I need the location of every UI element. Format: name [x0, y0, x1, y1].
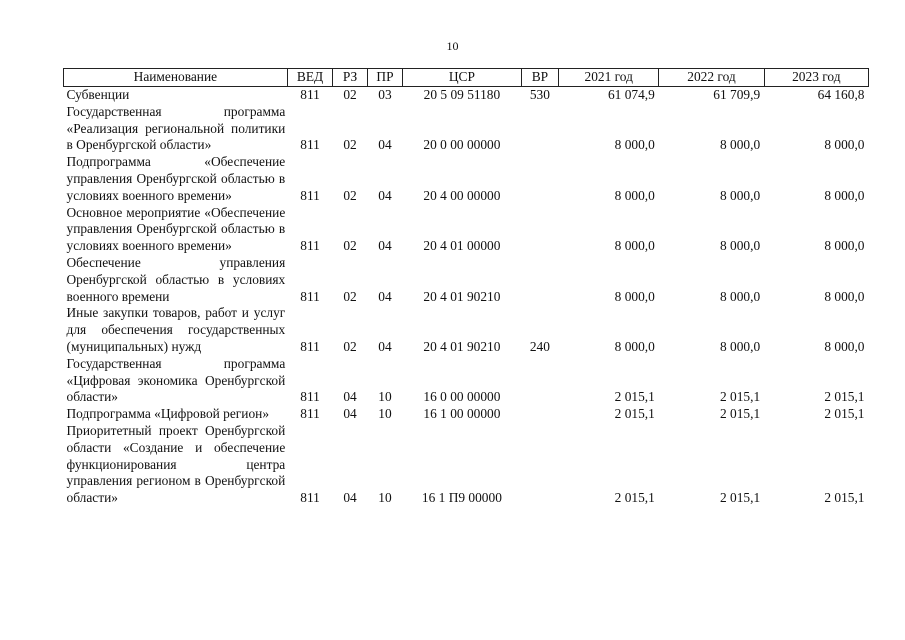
- table-header-row: [64, 69, 869, 87]
- row-pr: 04: [378, 338, 392, 354]
- row-csr: 16 1 П9 00000: [421, 490, 502, 506]
- row-rz: 02: [343, 288, 357, 304]
- budget-table: [63, 68, 869, 507]
- row-2021: 8 000,0: [614, 187, 655, 203]
- table-row: [64, 423, 869, 507]
- row-pr: 04: [378, 288, 392, 304]
- row-2021: 8 000,0: [614, 288, 655, 304]
- row-rz: 04: [343, 490, 357, 506]
- row-csr: 20 5 09 51180: [423, 87, 501, 102]
- row-2021: 2 015,1: [614, 389, 655, 405]
- row-2023: 8 000,0: [824, 338, 865, 354]
- row-pr: 03: [378, 87, 392, 102]
- row-csr: 20 4 00 00000: [423, 187, 501, 203]
- row-ved: 811: [300, 238, 320, 254]
- row-vr: 240: [529, 338, 550, 354]
- row-ved: 811: [300, 187, 320, 203]
- table-row: [64, 255, 869, 305]
- header-name: Наименование: [64, 69, 288, 87]
- row-2023: 8 000,0: [824, 288, 865, 304]
- row-2023: 64 160,8: [817, 87, 865, 102]
- row-name: Государственная программа «Цифровая экономика Оренбургской области»: [66, 355, 286, 405]
- row-ved: 811: [300, 406, 320, 422]
- row-rz: 02: [343, 338, 357, 354]
- row-ved: 811: [300, 87, 320, 102]
- row-2023: 8 000,0: [824, 238, 865, 254]
- row-pr: 10: [378, 389, 392, 405]
- header-csr: ЦСР: [403, 69, 521, 87]
- table-row: [64, 154, 869, 204]
- row-rz: 02: [343, 137, 357, 153]
- row-name: Подпрограмма «Цифровой регион»: [66, 406, 270, 422]
- table-row: [64, 356, 869, 406]
- table-row: [64, 104, 869, 154]
- row-csr: 16 0 00 00000: [423, 389, 501, 405]
- row-rz: 04: [343, 406, 357, 422]
- row-name: Приоритетный проект Оренбургской области «Создание и обеспечение функционирования центра управления регионом в Оренбургской области»: [66, 422, 286, 506]
- row-2022: 8 000,0: [719, 137, 761, 153]
- row-vr: [521, 406, 558, 423]
- row-2021: 8 000,0: [614, 338, 655, 354]
- header-2023: 2023 год: [764, 69, 868, 87]
- row-csr: 20 4 01 00000: [423, 238, 501, 254]
- table-row: [64, 87, 869, 104]
- header-vr: ВР: [521, 69, 558, 87]
- row-2022: 61 709,9: [713, 87, 761, 102]
- row-2022: 2 015,1: [719, 490, 761, 506]
- row-rz: 02: [343, 187, 357, 203]
- row-2021: 8 000,0: [614, 238, 655, 254]
- table-row: [64, 305, 869, 355]
- row-vr: [521, 205, 558, 255]
- row-pr: 04: [378, 137, 392, 153]
- row-vr: [521, 423, 558, 507]
- row-pr: 04: [378, 187, 392, 203]
- row-2022: 8 000,0: [719, 338, 761, 354]
- row-name: Подпрограмма «Обеспечение управления Оренбургской областью в условиях военного времени»: [66, 154, 286, 203]
- row-2023: 2 015,1: [824, 406, 865, 422]
- row-2022: 2 015,1: [719, 389, 761, 405]
- row-ved: 811: [300, 338, 320, 354]
- row-vr: 530: [529, 87, 550, 102]
- row-vr: [521, 356, 558, 406]
- row-name: Обеспечение управления Оренбургской областью в условиях военного времени: [66, 254, 286, 304]
- row-ved: 811: [300, 490, 320, 506]
- row-csr: 20 0 00 00000: [423, 137, 501, 153]
- header-pr: ПР: [367, 69, 402, 87]
- row-rz: 04: [343, 389, 357, 405]
- row-2023: 8 000,0: [824, 137, 865, 153]
- header-ved: ВЕД: [287, 69, 333, 87]
- row-rz: 02: [343, 87, 357, 102]
- row-pr: 10: [378, 406, 392, 422]
- row-2021: 8 000,0: [614, 137, 655, 153]
- row-ved: 811: [300, 389, 320, 405]
- row-2023: 2 015,1: [824, 389, 865, 405]
- row-2022: 8 000,0: [719, 187, 761, 203]
- row-vr: [521, 255, 558, 305]
- row-2022: 2 015,1: [719, 406, 761, 422]
- row-csr: 20 4 01 90210: [423, 288, 501, 304]
- row-pr: 04: [378, 238, 392, 254]
- row-csr: 16 1 00 00000: [423, 406, 501, 422]
- header-2021: 2021 год: [559, 69, 659, 87]
- row-2023: 8 000,0: [824, 187, 865, 203]
- row-name: Государственная программа «Реализация региональной политики в Оренбургской области»: [66, 103, 286, 153]
- row-csr: 20 4 01 90210: [423, 338, 501, 354]
- page-number: 10: [446, 39, 459, 53]
- row-pr: 10: [378, 490, 392, 506]
- row-vr: [521, 104, 558, 154]
- row-2021: 2 015,1: [614, 406, 655, 422]
- table-row: [64, 205, 869, 255]
- row-ved: 811: [300, 137, 320, 153]
- row-2021: 2 015,1: [614, 490, 655, 506]
- row-rz: 02: [343, 238, 357, 254]
- row-2022: 8 000,0: [719, 288, 761, 304]
- header-rz: РЗ: [333, 69, 367, 87]
- row-name: Основное мероприятие «Обеспечение управления Оренбургской областью в условиях военного времени»: [66, 204, 286, 254]
- table-row: [64, 406, 869, 423]
- row-name: Иные закупки товаров, работ и услуг для обеспечения государственных (муниципальных) нужд: [66, 305, 286, 354]
- header-2022: 2022 год: [659, 69, 764, 87]
- row-2023: 2 015,1: [824, 490, 865, 506]
- row-vr: [521, 154, 558, 204]
- row-ved: 811: [300, 288, 320, 304]
- row-name: Субвенции: [66, 87, 130, 102]
- row-2022: 8 000,0: [719, 238, 761, 254]
- row-2021: 61 074,9: [607, 87, 655, 102]
